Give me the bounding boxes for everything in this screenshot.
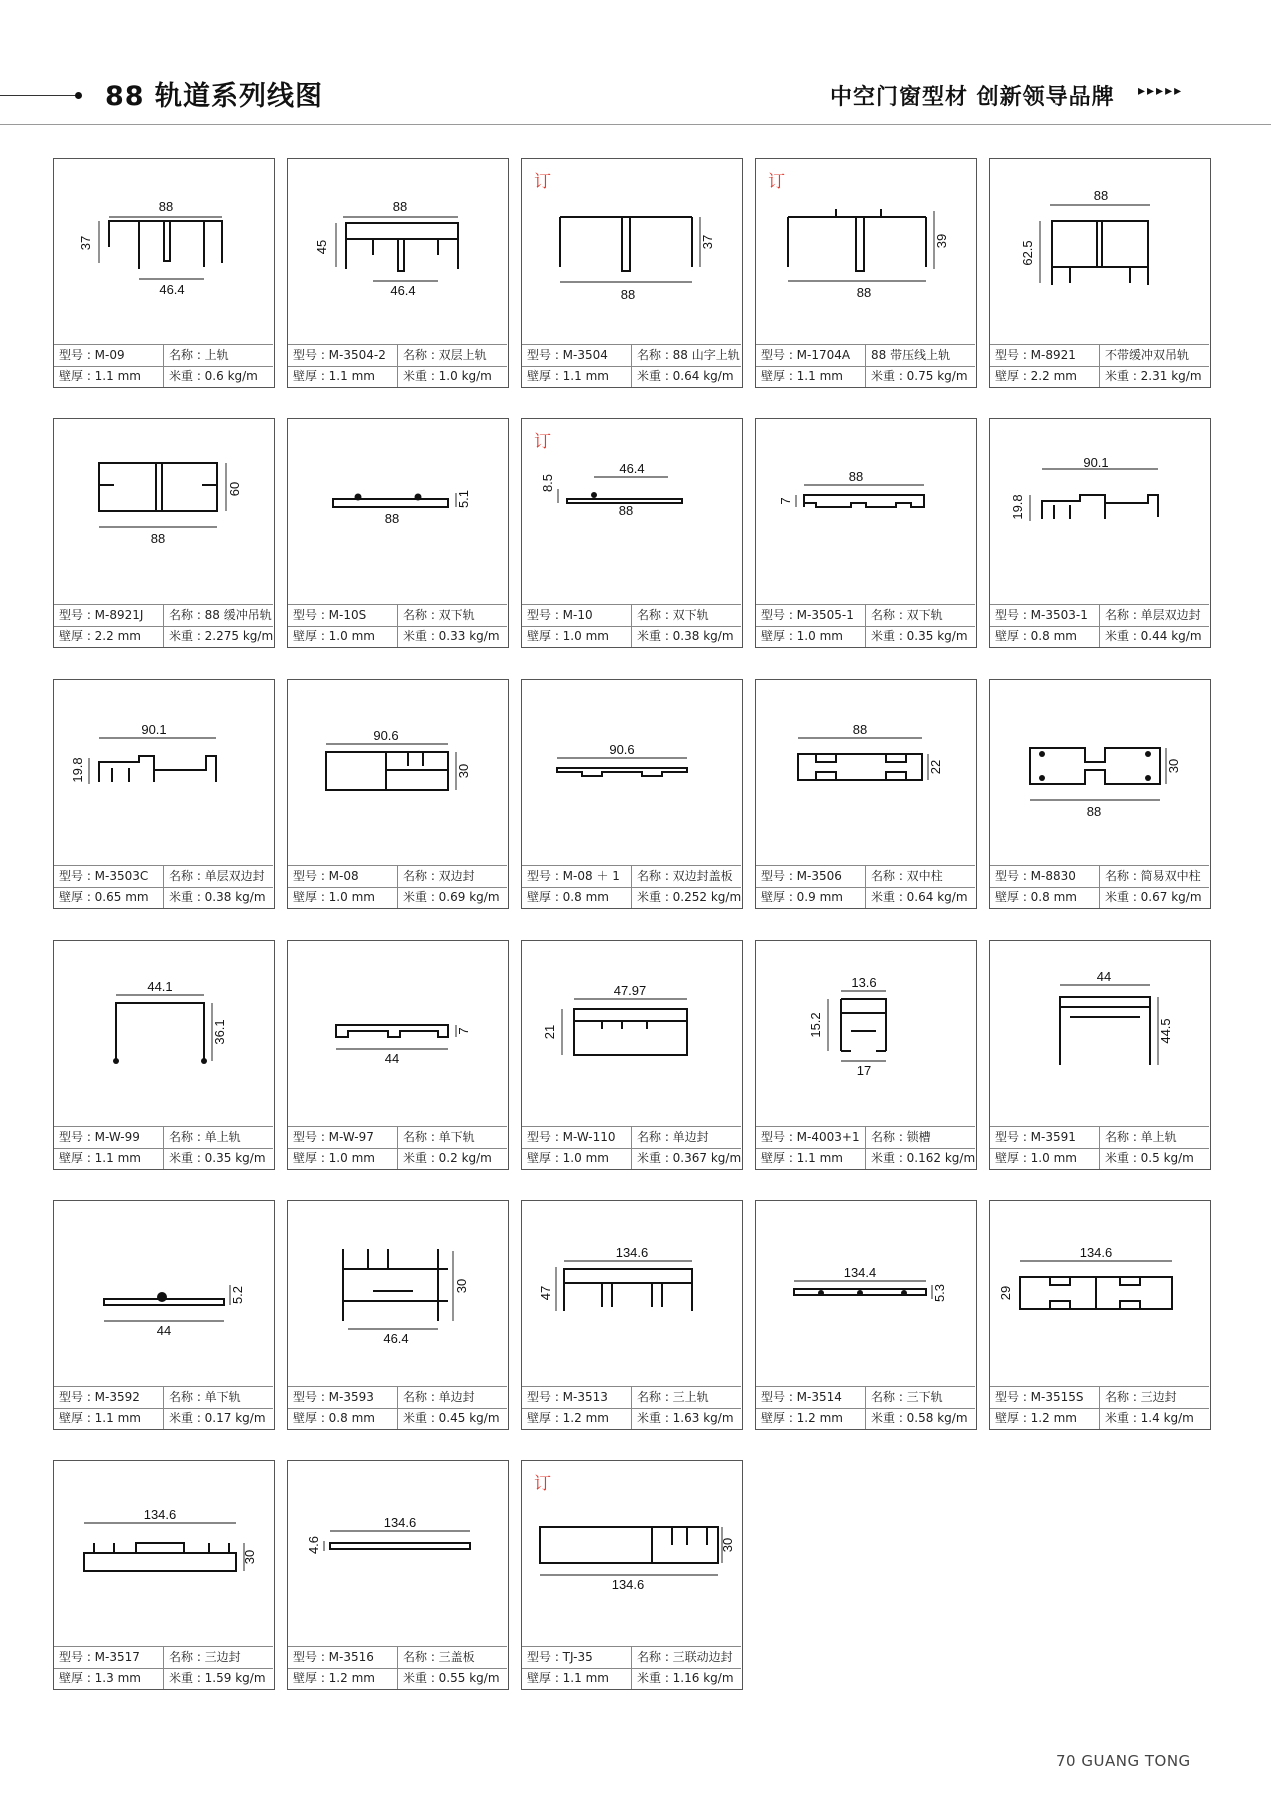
dim-label: 88	[158, 199, 174, 214]
dim-label: 46.4	[159, 282, 185, 297]
profile-drawing	[756, 941, 975, 1126]
spec-table	[54, 865, 273, 908]
header-divider	[0, 124, 1271, 125]
thickness-label: 壁厚 : 1.1 mm	[527, 1671, 609, 1685]
thickness-label: 壁厚 : 1.2 mm	[995, 1411, 1077, 1425]
product-card	[53, 158, 275, 388]
page-number: 70	[1056, 1752, 1077, 1770]
thickness-label: 壁厚 : 1.0 mm	[995, 1151, 1077, 1165]
spec-table	[522, 1386, 741, 1429]
weight-label: 米重 : 0.33 kg/m	[403, 629, 500, 643]
name-label: 名称 : 单下轨	[403, 1130, 475, 1144]
dim-label: 88	[620, 287, 636, 302]
order-mark: 订	[534, 432, 551, 452]
dim-label: 134.4	[843, 1265, 877, 1280]
dim-label: 21	[542, 1024, 557, 1040]
name-label: 名称 : 锁槽	[871, 1130, 931, 1144]
spec-table	[756, 604, 975, 647]
profile-drawing	[54, 680, 273, 865]
dim-label: 30	[1166, 758, 1181, 774]
spec-table	[522, 1646, 741, 1689]
thickness-label: 壁厚 : 1.0 mm	[293, 890, 375, 904]
dim-label: 47	[538, 1285, 553, 1301]
profile-drawing	[54, 159, 273, 344]
product-card	[287, 1460, 509, 1690]
dim-label: 8.5	[540, 473, 555, 493]
product-card	[755, 1200, 977, 1430]
model-label: 型号 : M-3515S	[995, 1390, 1084, 1404]
dim-label: 36.1	[212, 1019, 227, 1045]
weight-label: 米重 : 2.31 kg/m	[1105, 369, 1202, 383]
product-card	[989, 679, 1211, 909]
weight-label: 米重 : 0.6 kg/m	[169, 369, 258, 383]
weight-label: 米重 : 0.35 kg/m	[871, 629, 968, 643]
weight-label: 米重 : 0.45 kg/m	[403, 1411, 500, 1425]
weight-label: 米重 : 0.69 kg/m	[403, 890, 500, 904]
product-card	[989, 418, 1211, 648]
dim-label: 44	[1096, 969, 1112, 984]
dim-label: 88	[852, 722, 868, 737]
product-card	[53, 418, 275, 648]
thickness-label: 壁厚 : 0.9 mm	[761, 890, 843, 904]
profile-drawing	[990, 159, 1209, 344]
name-label: 名称 : 双边封	[403, 869, 475, 883]
dim-label: 7	[456, 1027, 471, 1035]
name-label: 名称 : 单层双边封	[169, 869, 265, 883]
dim-label: 46.4	[619, 461, 645, 476]
model-label: 型号 : M-3593	[293, 1390, 374, 1404]
dim-label: 134.6	[615, 1245, 649, 1260]
spec-table	[756, 1126, 975, 1169]
profile-drawing	[522, 941, 741, 1126]
model-label: 型号 : M-8830	[995, 869, 1076, 883]
weight-label: 米重 : 1.4 kg/m	[1105, 1411, 1194, 1425]
thickness-label: 壁厚 : 1.0 mm	[527, 629, 609, 643]
profile-drawing	[54, 941, 273, 1126]
dim-label: 46.4	[383, 1331, 409, 1346]
profile-drawing	[288, 1461, 507, 1646]
dim-label: 88	[392, 199, 408, 214]
thickness-label: 壁厚 : 1.1 mm	[527, 369, 609, 383]
product-card	[53, 940, 275, 1170]
spec-table	[54, 604, 273, 647]
dim-label: 30	[242, 1549, 257, 1565]
order-mark: 订	[534, 172, 551, 192]
product-card	[521, 1200, 743, 1430]
spec-table	[522, 604, 741, 647]
product-card	[287, 679, 509, 909]
thickness-label: 壁厚 : 0.8 mm	[527, 890, 609, 904]
product-card	[53, 1460, 275, 1690]
thickness-label: 壁厚 : 1.1 mm	[761, 1151, 843, 1165]
dim-label: 88	[1086, 804, 1102, 819]
dim-label: 44.1	[147, 979, 173, 994]
dim-label: 90.6	[373, 728, 399, 743]
dim-label: 88	[618, 503, 634, 518]
name-label: 名称 : 单上轨	[169, 1130, 241, 1144]
weight-label: 米重 : 0.5 kg/m	[1105, 1151, 1194, 1165]
weight-label: 米重 : 2.275 kg/m	[169, 629, 273, 643]
profile-drawing	[756, 419, 975, 604]
dim-label: 47.97	[613, 983, 647, 998]
model-label: 型号 : M-3513	[527, 1390, 608, 1404]
profile-drawing	[54, 1201, 273, 1386]
product-card	[287, 940, 509, 1170]
spec-table	[990, 1386, 1209, 1429]
name-label: 名称 : 单下轨	[169, 1390, 241, 1404]
thickness-label: 壁厚 : 1.1 mm	[59, 369, 141, 383]
profile-drawing	[54, 419, 273, 604]
dim-label: 19.8	[70, 757, 85, 783]
weight-label: 米重 : 0.252 kg/m	[637, 890, 741, 904]
dim-label: 134.6	[611, 1577, 645, 1592]
dim-label: 7	[778, 497, 793, 505]
name-label: 名称 : 单边封	[637, 1130, 709, 1144]
dim-label: 5.1	[456, 489, 471, 509]
dim-label: 62.5	[1020, 240, 1035, 266]
product-card	[989, 940, 1211, 1170]
model-label: 型号 : M-3505-1	[761, 608, 854, 622]
thickness-label: 壁厚 : 1.0 mm	[293, 629, 375, 643]
weight-label: 米重 : 1.0 kg/m	[403, 369, 492, 383]
weight-label: 米重 : 0.67 kg/m	[1105, 890, 1202, 904]
weight-label: 米重 : 0.162 kg/m	[871, 1151, 975, 1165]
model-label: 型号 : M-W-97	[293, 1130, 374, 1144]
product-card	[521, 158, 743, 388]
name-label: 名称 : 双下轨	[871, 608, 943, 622]
weight-label: 米重 : 0.64 kg/m	[871, 890, 968, 904]
product-card	[53, 1200, 275, 1430]
spec-table	[54, 1646, 273, 1689]
thickness-label: 壁厚 : 1.0 mm	[761, 629, 843, 643]
spec-table	[522, 344, 741, 387]
product-card	[521, 679, 743, 909]
spec-table	[756, 344, 975, 387]
spec-table	[522, 865, 741, 908]
name-label: 名称 : 双下轨	[637, 608, 709, 622]
weight-label: 米重 : 0.44 kg/m	[1105, 629, 1202, 643]
spec-table	[990, 344, 1209, 387]
spec-table	[990, 865, 1209, 908]
weight-label: 米重 : 0.38 kg/m	[169, 890, 266, 904]
dim-label: 88	[856, 285, 872, 300]
product-card	[521, 940, 743, 1170]
model-label: 型号 : M-3591	[995, 1130, 1076, 1144]
profile-drawing	[288, 159, 507, 344]
thickness-label: 壁厚 : 1.1 mm	[59, 1151, 141, 1165]
model-label: 型号 : M-3503C	[59, 869, 149, 883]
thickness-label: 壁厚 : 1.1 mm	[59, 1411, 141, 1425]
weight-label: 米重 : 0.2 kg/m	[403, 1151, 492, 1165]
header-bullet	[75, 92, 82, 99]
model-label: 型号 : M-3503-1	[995, 608, 1088, 622]
spec-table	[288, 604, 507, 647]
weight-label: 米重 : 0.35 kg/m	[169, 1151, 266, 1165]
profile-drawing	[288, 941, 507, 1126]
product-card	[755, 940, 977, 1170]
dim-label: 19.8	[1010, 494, 1025, 520]
profile-drawing	[522, 159, 741, 344]
dim-label: 60	[227, 481, 242, 497]
dim-label: 45	[314, 239, 329, 255]
spec-table	[756, 1386, 975, 1429]
product-card	[53, 679, 275, 909]
thickness-label: 壁厚 : 1.1 mm	[761, 369, 843, 383]
weight-label: 米重 : 0.17 kg/m	[169, 1411, 266, 1425]
name-label: 名称 : 单上轨	[1105, 1130, 1177, 1144]
dim-label: 4.6	[306, 1535, 321, 1555]
model-label: 型号 : M-08 ＋ 1	[527, 869, 620, 883]
product-card	[521, 418, 743, 648]
dim-label: 134.6	[1079, 1245, 1113, 1260]
dim-label: 5.3	[932, 1283, 947, 1303]
model-label: 型号 : M-4003+1	[761, 1130, 860, 1144]
dim-label: 15.2	[808, 1012, 823, 1038]
thickness-label: 壁厚 : 1.1 mm	[293, 369, 375, 383]
thickness-label: 壁厚 : 1.2 mm	[527, 1411, 609, 1425]
weight-label: 米重 : 0.367 kg/m	[637, 1151, 741, 1165]
thickness-label: 壁厚 : 2.2 mm	[59, 629, 141, 643]
spec-table	[756, 865, 975, 908]
spec-table	[522, 1126, 741, 1169]
name-label: 名称 : 单边封	[403, 1390, 475, 1404]
page-title: 88 轨道系列线图	[105, 81, 323, 112]
header-rule-left	[0, 95, 78, 96]
model-label: 型号 : TJ-35	[527, 1650, 593, 1664]
spec-table	[54, 1126, 273, 1169]
thickness-label: 壁厚 : 1.2 mm	[761, 1411, 843, 1425]
name-label: 名称 : 三上轨	[637, 1390, 709, 1404]
dim-label: 134.6	[143, 1507, 177, 1522]
dim-label: 37	[700, 234, 715, 250]
thickness-label: 壁厚 : 2.2 mm	[995, 369, 1077, 383]
spec-table	[288, 1126, 507, 1169]
product-card	[521, 1460, 743, 1690]
order-mark: 订	[768, 172, 785, 192]
spec-table	[990, 604, 1209, 647]
dim-label: 5.2	[230, 1285, 245, 1305]
name-label: 名称 : 三边封	[169, 1650, 241, 1664]
model-label: 型号 : M-8921J	[59, 608, 144, 622]
dim-label: 30	[454, 1278, 469, 1294]
name-label: 名称 : 三边封	[1105, 1390, 1177, 1404]
profile-drawing	[990, 419, 1209, 604]
weight-label: 米重 : 0.58 kg/m	[871, 1411, 968, 1425]
dim-label: 44.5	[1158, 1018, 1173, 1044]
spec-table	[288, 865, 507, 908]
profile-drawing	[756, 159, 975, 344]
dim-label: 90.6	[609, 742, 635, 757]
dim-label: 88	[848, 469, 864, 484]
model-label: 型号 : M-3592	[59, 1390, 140, 1404]
model-label: 型号 : M-3504-2	[293, 348, 386, 362]
model-label: 型号 : M-W-99	[59, 1130, 140, 1144]
profile-drawing	[288, 680, 507, 865]
profile-drawing	[522, 1201, 741, 1386]
name-label: 名称 : 88 缓冲吊轨	[169, 608, 272, 622]
model-label: 型号 : M-3506	[761, 869, 842, 883]
product-card	[989, 1200, 1211, 1430]
thickness-label: 壁厚 : 1.2 mm	[293, 1671, 375, 1685]
thickness-label: 壁厚 : 0.8 mm	[995, 890, 1077, 904]
model-label: 型号 : M-3514	[761, 1390, 842, 1404]
thickness-label: 壁厚 : 1.3 mm	[59, 1671, 141, 1685]
profile-drawing	[990, 1201, 1209, 1386]
spec-table	[54, 344, 273, 387]
thickness-label: 壁厚 : 0.65 mm	[59, 890, 149, 904]
thickness-label: 壁厚 : 1.0 mm	[293, 1151, 375, 1165]
spec-table	[990, 1126, 1209, 1169]
name-label: 名称 : 三联动边封	[637, 1650, 733, 1664]
dim-label: 134.6	[383, 1515, 417, 1530]
dim-label: 22	[928, 759, 943, 775]
dim-label: 46.4	[390, 283, 416, 298]
model-label: 型号 : M-1704A	[761, 348, 851, 362]
name-label: 88 带压线上轨	[871, 348, 951, 362]
model-label: 型号 : M-09	[59, 348, 125, 362]
dim-label: 13.6	[851, 975, 877, 990]
dim-label: 44	[384, 1051, 400, 1066]
name-label: 名称 : 三盖板	[403, 1650, 475, 1664]
thickness-label: 壁厚 : 0.8 mm	[293, 1411, 375, 1425]
profile-drawing	[522, 1461, 741, 1646]
spec-table	[288, 1646, 507, 1689]
name-label: 名称 : 双边封盖板	[637, 869, 733, 883]
dim-label: 17	[856, 1063, 872, 1078]
profile-drawing	[990, 941, 1209, 1126]
dim-label: 30	[720, 1537, 735, 1553]
brand-slogan: 中空门窗型材 创新领导品牌	[830, 85, 1115, 110]
model-label: 型号 : M-08	[293, 869, 359, 883]
product-card	[755, 158, 977, 388]
profile-drawing	[756, 1201, 975, 1386]
model-label: 型号 : M-W-110	[527, 1130, 616, 1144]
page-footer	[1056, 1752, 1191, 1770]
dim-label: 44	[156, 1323, 172, 1338]
profile-drawing	[522, 419, 741, 604]
product-card	[287, 158, 509, 388]
name-label: 名称 : 双层上轨	[403, 348, 487, 362]
model-label: 型号 : M-8921	[995, 348, 1076, 362]
model-label: 型号 : M-10S	[293, 608, 367, 622]
name-label: 名称 : 88 山字上轨	[637, 348, 740, 362]
weight-label: 米重 : 1.59 kg/m	[169, 1671, 266, 1685]
model-label: 型号 : M-3517	[59, 1650, 140, 1664]
product-card	[287, 418, 509, 648]
profile-drawing	[756, 680, 975, 865]
arrow-triangles-icon: ▸▸▸▸▸	[1138, 83, 1184, 99]
profile-drawing	[288, 419, 507, 604]
dim-label: 88	[384, 511, 400, 526]
model-label: 型号 : M-3516	[293, 1650, 374, 1664]
name-label: 名称 : 简易双中柱	[1105, 869, 1201, 883]
spec-table	[288, 1386, 507, 1429]
product-card	[755, 418, 977, 648]
dim-label: 88	[150, 531, 166, 546]
weight-label: 米重 : 1.63 kg/m	[637, 1411, 734, 1425]
dim-label: 90.1	[141, 722, 167, 737]
name-label: 名称 : 单层双边封	[1105, 608, 1201, 622]
weight-label: 米重 : 0.64 kg/m	[637, 369, 734, 383]
name-label: 名称 : 上轨	[169, 348, 229, 362]
spec-table	[288, 344, 507, 387]
profile-drawing	[990, 680, 1209, 865]
spec-table	[54, 1386, 273, 1429]
dim-label: 88	[1093, 188, 1109, 203]
dim-label: 90.1	[1083, 455, 1109, 470]
model-label: 型号 : M-10	[527, 608, 593, 622]
weight-label: 米重 : 1.16 kg/m	[637, 1671, 734, 1685]
weight-label: 米重 : 0.55 kg/m	[403, 1671, 500, 1685]
profile-drawing	[54, 1461, 273, 1646]
product-card	[989, 158, 1211, 388]
weight-label: 米重 : 0.38 kg/m	[637, 629, 734, 643]
dim-label: 39	[934, 233, 949, 249]
profile-drawing	[288, 1201, 507, 1386]
model-label: 型号 : M-3504	[527, 348, 608, 362]
product-card	[755, 679, 977, 909]
dim-label: 30	[456, 763, 471, 779]
dim-label: 37	[78, 235, 93, 251]
thickness-label: 壁厚 : 0.8 mm	[995, 629, 1077, 643]
weight-label: 米重 : 0.75 kg/m	[871, 369, 968, 383]
footer-brand: GUANG TONG	[1081, 1752, 1191, 1770]
name-label: 名称 : 三下轨	[871, 1390, 943, 1404]
order-mark: 订	[534, 1474, 551, 1494]
dim-label: 29	[998, 1285, 1013, 1301]
name-label: 名称 : 双下轨	[403, 608, 475, 622]
name-label: 不带缓冲双吊轨	[1105, 348, 1190, 362]
name-label: 名称 : 双中柱	[871, 869, 943, 883]
product-card	[287, 1200, 509, 1430]
profile-drawing	[522, 680, 741, 865]
thickness-label: 壁厚 : 1.0 mm	[527, 1151, 609, 1165]
